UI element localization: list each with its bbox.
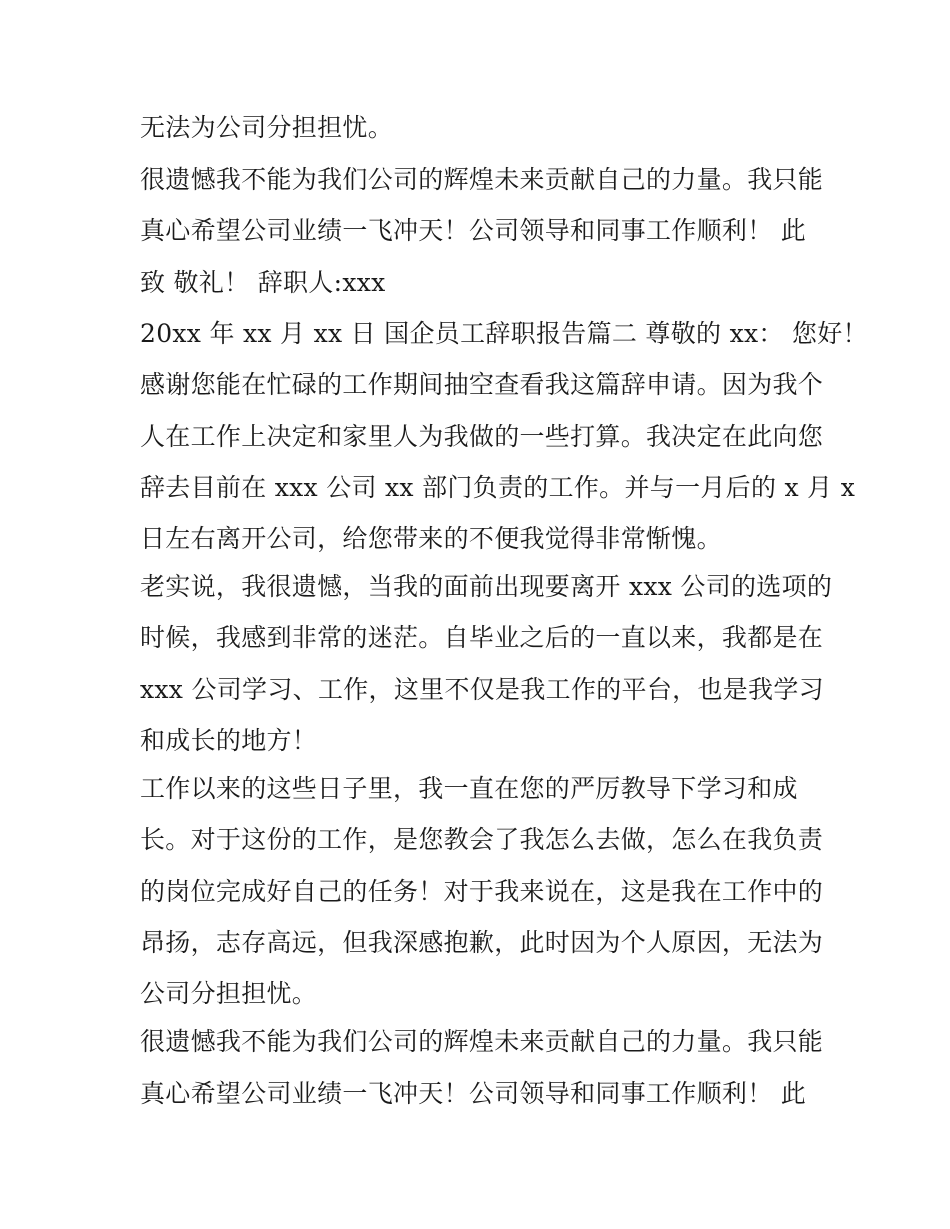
text-line: 真心希望公司业绩一飞冲天！公司领导和同事工作顺利！ 此 bbox=[140, 1079, 807, 1108]
text-line: 很遗憾我不能为我们公司的辉煌未来贡献自己的力量。我只能 bbox=[140, 165, 824, 194]
text-line: 长。对于这份的工作，是您教会了我怎么去做，怎么在我负责 bbox=[140, 825, 824, 854]
text-line: 人在工作上决定和家里人为我做的一些打算。我决定在此向您 bbox=[140, 422, 824, 451]
text-line: 无法为公司分担担忧。 bbox=[140, 113, 394, 142]
text-line: xxx 公司学习、工作，这里不仅是我工作的平台，也是我学习 bbox=[140, 675, 824, 704]
text-line: 和成长的地方！ bbox=[140, 726, 318, 755]
text-line: 致 敬礼！ 辞职人:xxx bbox=[140, 268, 386, 297]
text-line: 老实说，我很遗憾，当我的面前出现要离开 xxx 公司的选项的 bbox=[140, 572, 833, 601]
text-line: 20xx 年 xx 月 xx 日 国企员工辞职报告篇二 尊敬的 xx： 您好！ bbox=[140, 319, 868, 348]
text-line: 感谢您能在忙碌的工作期间抽空查看我这篇辞申请。因为我个 bbox=[140, 370, 824, 399]
text-line: 昂扬，志存高远，但我深感抱歉，此时因为个人原因，无法为 bbox=[140, 928, 824, 957]
text-line: 很遗憾我不能为我们公司的辉煌未来贡献自己的力量。我只能 bbox=[140, 1027, 824, 1056]
text-line: 真心希望公司业绩一飞冲天！公司领导和同事工作顺利！ 此 bbox=[140, 216, 807, 245]
text-line: 时候，我感到非常的迷茫。自毕业之后的一直以来，我都是在 bbox=[140, 623, 824, 652]
text-line: 工作以来的这些日子里，我一直在您的严厉教导下学习和成 bbox=[140, 774, 798, 803]
text-line: 公司分担担忧。 bbox=[140, 979, 318, 1008]
text-line: 日左右离开公司，给您带来的不便我觉得非常惭愧。 bbox=[140, 524, 722, 553]
text-line: 的岗位完成好自己的任务！对于我来说在，这是我在工作中的 bbox=[140, 877, 824, 906]
text-line: 辞去目前在 xxx 公司 xx 部门负责的工作。并与一月后的 x 月 x bbox=[140, 473, 856, 502]
